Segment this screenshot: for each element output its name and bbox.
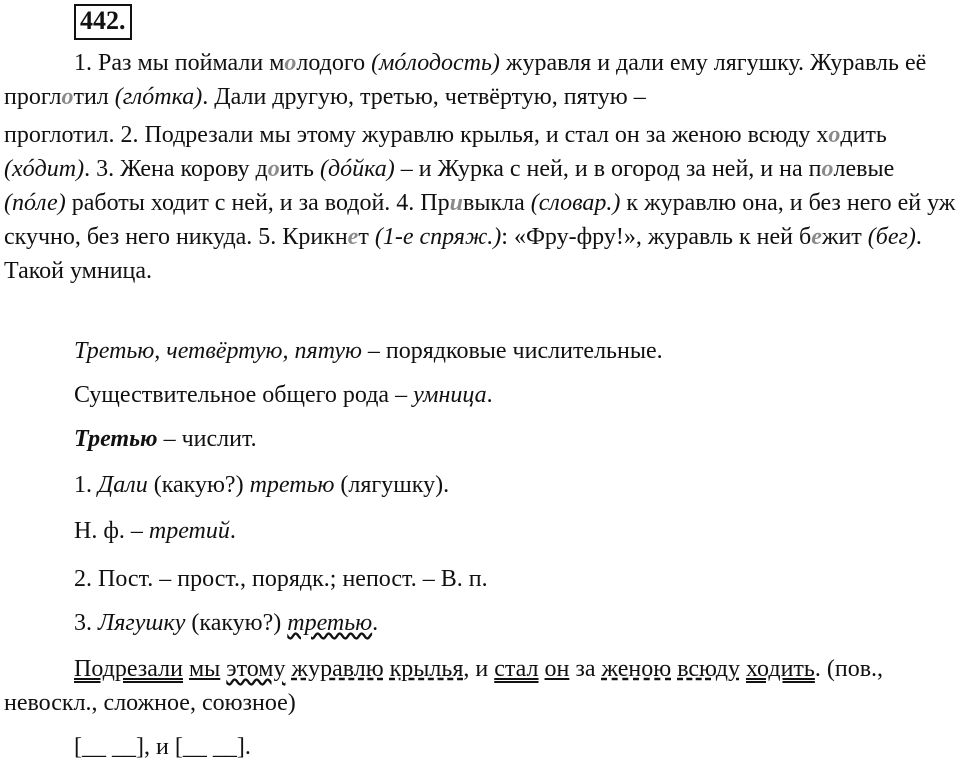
analysis-heading bbox=[74, 422, 257, 456]
text-fragment: . (пов., невоскл., сложное, союзное) bbox=[4, 656, 884, 716]
check-word: (хóдит) bbox=[4, 156, 85, 182]
note-common-gender-noun bbox=[74, 378, 493, 412]
analysis-step-3 bbox=[74, 606, 378, 640]
italic-word: Дали bbox=[98, 472, 148, 498]
italic-words: Третью, четвёртую, пятую bbox=[74, 338, 362, 364]
text-fragment: ить bbox=[279, 156, 320, 182]
text-fragment: лодого bbox=[296, 50, 372, 76]
note-text: 3. bbox=[74, 610, 98, 636]
analysis-step-1 bbox=[74, 468, 449, 502]
note-text: (какую?) bbox=[185, 610, 288, 636]
highlighted-vowel: о bbox=[821, 156, 834, 182]
note-text: . bbox=[229, 518, 236, 544]
text-fragment: журавля и дали ему лягушку. Журавль её прогл bbox=[4, 50, 927, 110]
text-fragment: левые bbox=[833, 156, 895, 182]
check-word: (1-е спряж.) bbox=[374, 224, 502, 250]
object-word: крылья bbox=[389, 656, 464, 682]
italic-word: третью bbox=[249, 472, 335, 498]
subject-word: мы bbox=[188, 656, 221, 682]
predicate-word: ходить bbox=[745, 656, 815, 682]
text-fragment: . Такой умница. bbox=[4, 224, 922, 284]
text-fragment: . Дали другую, третью, четвёртую, пятую – bbox=[202, 84, 646, 110]
text-fragment: 1. Раз мы поймали м bbox=[74, 50, 285, 76]
definition-word: этому bbox=[226, 656, 286, 682]
text-fragment: за bbox=[569, 656, 602, 682]
analysis-initial-form bbox=[74, 514, 236, 548]
check-word: (мóлодость) bbox=[371, 50, 500, 76]
highlighted-vowel: е bbox=[811, 224, 822, 250]
text-fragment: проглотил. 2. Подрезали мы этому журавлю крылья, и стал он за женою всюду х bbox=[4, 122, 829, 148]
analysed-word: Третью bbox=[74, 426, 158, 452]
text-fragment: к журавлю она, и без него ей уж скучно, без него никуда. 5. Крикн bbox=[4, 190, 956, 250]
predicate-word: стал bbox=[494, 656, 539, 682]
note-text: . bbox=[372, 610, 379, 636]
note-text: 1. bbox=[74, 472, 98, 498]
text-fragment: дить bbox=[840, 122, 887, 148]
text-fragment: тил bbox=[73, 84, 115, 110]
check-word: (глóтка) bbox=[114, 84, 203, 110]
analysis-step-2 bbox=[74, 562, 488, 596]
highlighted-vowel: о bbox=[828, 122, 841, 148]
italic-word: третий bbox=[148, 518, 230, 544]
text-fragment: работы ходит с ней, и за водой. 4. Пр bbox=[65, 190, 450, 216]
check-word: (дóйка) bbox=[320, 156, 395, 182]
note-text: (лягушку). bbox=[334, 472, 450, 498]
text-fragment: т bbox=[358, 224, 375, 250]
note-text: – числит. bbox=[157, 426, 257, 452]
sentence-scheme: [__ __], и [__ __]. bbox=[74, 734, 251, 760]
note-text: (какую?) bbox=[147, 472, 250, 498]
exercise-number: 442. bbox=[74, 4, 132, 40]
check-word: (пóле) bbox=[4, 190, 66, 216]
highlighted-vowel: и bbox=[449, 190, 463, 216]
italic-word: Лягушку bbox=[98, 610, 186, 636]
italic-word: умница bbox=[413, 382, 487, 408]
text-fragment: . 3. Жена корову д bbox=[84, 156, 268, 182]
check-word: (бег) bbox=[867, 224, 916, 250]
object-word: женою bbox=[601, 656, 672, 682]
text-fragment: , и bbox=[463, 656, 495, 682]
text-fragment: жит bbox=[821, 224, 868, 250]
highlighted-vowel: о bbox=[284, 50, 297, 76]
sentence-parse bbox=[4, 652, 956, 720]
note-ordinal-numerals bbox=[74, 334, 663, 368]
subject-word: он bbox=[544, 656, 570, 682]
text-fragment: выкла bbox=[463, 190, 531, 216]
object-word: журавлю bbox=[291, 656, 384, 682]
note-text: 2. Пост. – прост., порядк.; непост. – В. п. bbox=[74, 566, 488, 592]
highlighted-vowel: о bbox=[61, 84, 74, 110]
text-fragment: – и Журка с ней, и в огород за ней, и на п bbox=[394, 156, 822, 182]
definition-word: третью bbox=[287, 610, 373, 636]
sentence-2 bbox=[4, 118, 956, 288]
highlighted-vowel: е bbox=[347, 224, 359, 250]
note-text: Существительное общего рода – bbox=[74, 382, 414, 408]
note-text: . bbox=[486, 382, 493, 408]
sentence-1 bbox=[4, 46, 956, 114]
highlighted-vowel: о bbox=[267, 156, 280, 182]
text-fragment: : «Фру-фру!», журавль к ней б bbox=[501, 224, 812, 250]
note-text: Н. ф. – bbox=[74, 518, 149, 544]
note-text: – порядковые числительные. bbox=[361, 338, 663, 364]
check-word: (словар.) bbox=[530, 190, 621, 216]
predicate-word: Подрезали bbox=[74, 656, 183, 682]
circumstance-word: всюду bbox=[677, 656, 740, 682]
